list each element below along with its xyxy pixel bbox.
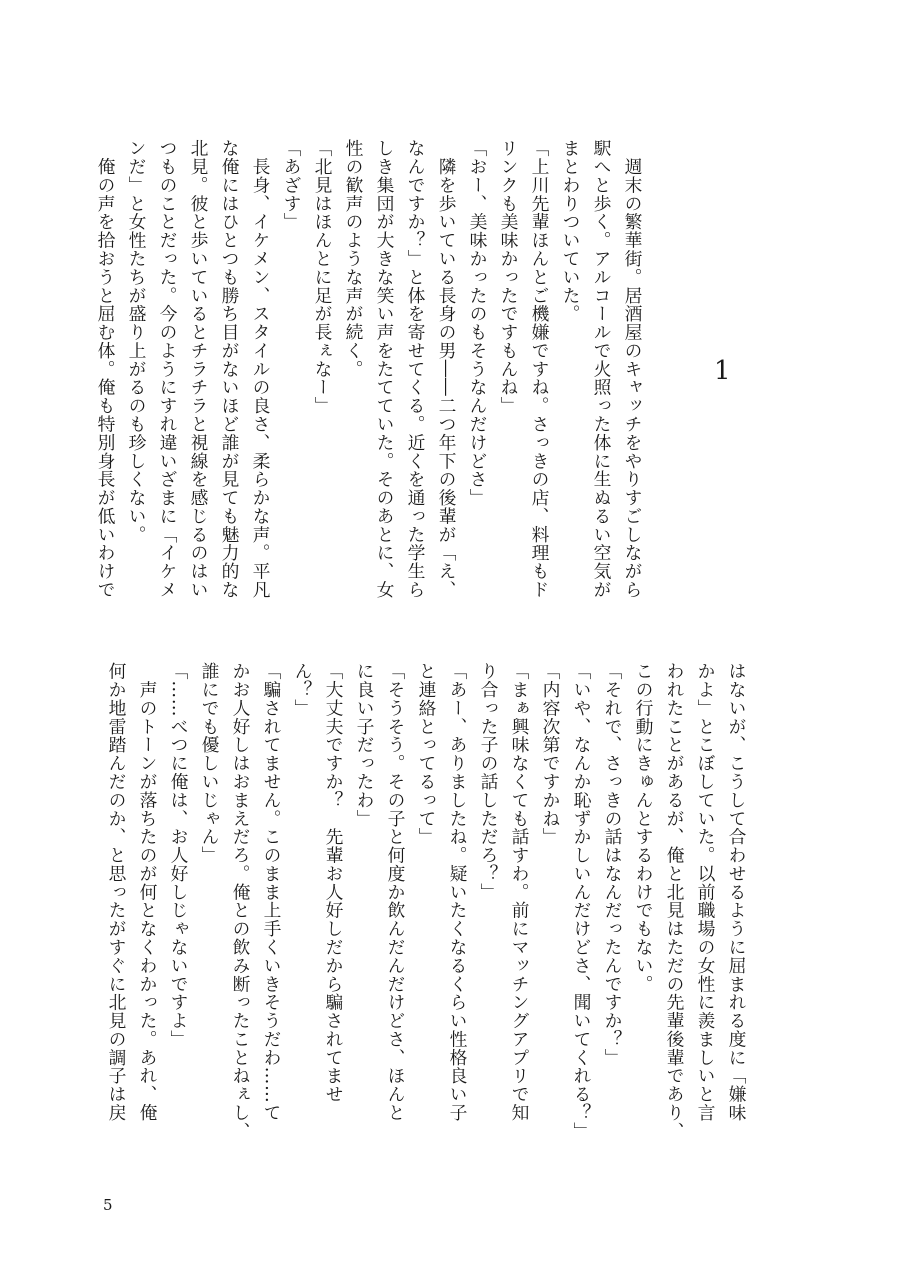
lower-text-block xyxy=(102,662,752,1148)
text-line: ンだ」と女性たちが盛り上がるのも珍しくない。 xyxy=(126,139,147,544)
text-line: 「おー、美味かったのもそうなんだけどさ」 xyxy=(467,139,488,507)
text-line: 声のトーンが落ちたのが何となくわかった。あれ、俺 xyxy=(137,662,158,1122)
chapter-number: 1 xyxy=(714,356,731,386)
text-line: 何か地雷踏んだのか、と思ったがすぐに北見の調子は戻 xyxy=(106,662,127,1122)
text-line: 誰にでも優しいじゃん」 xyxy=(199,662,220,865)
text-line: 北見。彼と歩いているとチラチラと視線を感じるのはい xyxy=(188,139,209,599)
text-line: この行動にきゅんとするわけでもない。 xyxy=(633,662,654,994)
text-line: 「あー、ありましたね。疑いたくなるくらい性格良い子 xyxy=(447,662,468,1122)
text-line: 長身、イケメン、スタイルの良さ、柔らかな声。平凡 xyxy=(250,139,271,599)
text-line: つものことだった。今のようにすれ違いざまに「イケメ xyxy=(157,139,178,599)
text-line: 性の歓声のような声が続く。 xyxy=(343,139,364,379)
text-line: 俺の声を拾おうと屈む体。俺も特別身長が低いわけで xyxy=(95,139,116,599)
upper-text-block xyxy=(95,139,648,607)
text-line: な俺にはひとつも勝ち目がないほど誰が見ても魅力的な xyxy=(219,139,240,599)
text-line: と連絡とってるって」 xyxy=(416,662,437,846)
text-line: 「それで、さっきの話はなんだったんですか？」 xyxy=(602,662,623,1067)
text-line: 「上川先輩ほんとご機嫌ですね。さっきの店、料理もド xyxy=(529,139,550,599)
text-line: に良い子だったわ」 xyxy=(354,662,375,828)
text-line: 「……べつに俺は、お人好しじゃないですよ」 xyxy=(168,662,189,1049)
text-line: はないが、こうして合わせるように屈まれる度に「嫌味 xyxy=(726,662,747,1122)
page-number: 5 xyxy=(103,1196,113,1214)
text-line: 「まぁ興味なくても話すわ。前にマッチングアプリで知 xyxy=(509,662,530,1122)
text-line: まとわりついていた。 xyxy=(560,139,581,323)
text-line: リンクも美味かったですもんね」 xyxy=(498,139,519,415)
text-line: 「大丈夫ですか？ 先輩お人好しだから騙されてませ xyxy=(323,662,344,1104)
text-line: り合った子の話しただろ？」 xyxy=(478,662,499,902)
text-line: 駅へと歩く。アルコールで火照った体に生ぬるい空気が xyxy=(591,139,612,599)
text-line: 週末の繁華街。居酒屋のキャッチをやりすごしながら xyxy=(622,139,643,599)
text-line: われたことがあるが、俺と北見はただの先輩後輩であり、 xyxy=(664,662,685,1141)
text-line: 「あざす」 xyxy=(281,139,302,231)
text-line: かよ」とこぼしていた。以前職場の女性に羨ましいと言 xyxy=(695,662,716,1122)
text-line: 「いや、なんか恥ずかしいんだけどさ、聞いてくれる？」 xyxy=(571,662,592,1141)
text-line: かお人好しはおまえだろ。俺との飲み断ったことねぇし、 xyxy=(230,662,251,1141)
text-line: 「騙されてません。このまま上手くいきそうだわ……て xyxy=(261,662,282,1122)
text-line: 隣を歩いている長身の男――二つ年下の後輩が「え、 xyxy=(436,139,457,599)
text-line: 「内容次第ですかね」 xyxy=(540,662,561,846)
text-line: しき集団が大きな笑い声をたてていた。そのあとに、女 xyxy=(374,139,395,599)
text-line: なんですか？」と体を寄せてくる。近くを通った学生ら xyxy=(405,139,426,599)
text-line: ん？」 xyxy=(292,662,313,718)
text-line: 「そうそう。その子と何度か飲んだんだけどさ、ほんと xyxy=(385,662,406,1122)
text-line: 「北見はほんとに足が長ぇなー」 xyxy=(312,139,333,415)
